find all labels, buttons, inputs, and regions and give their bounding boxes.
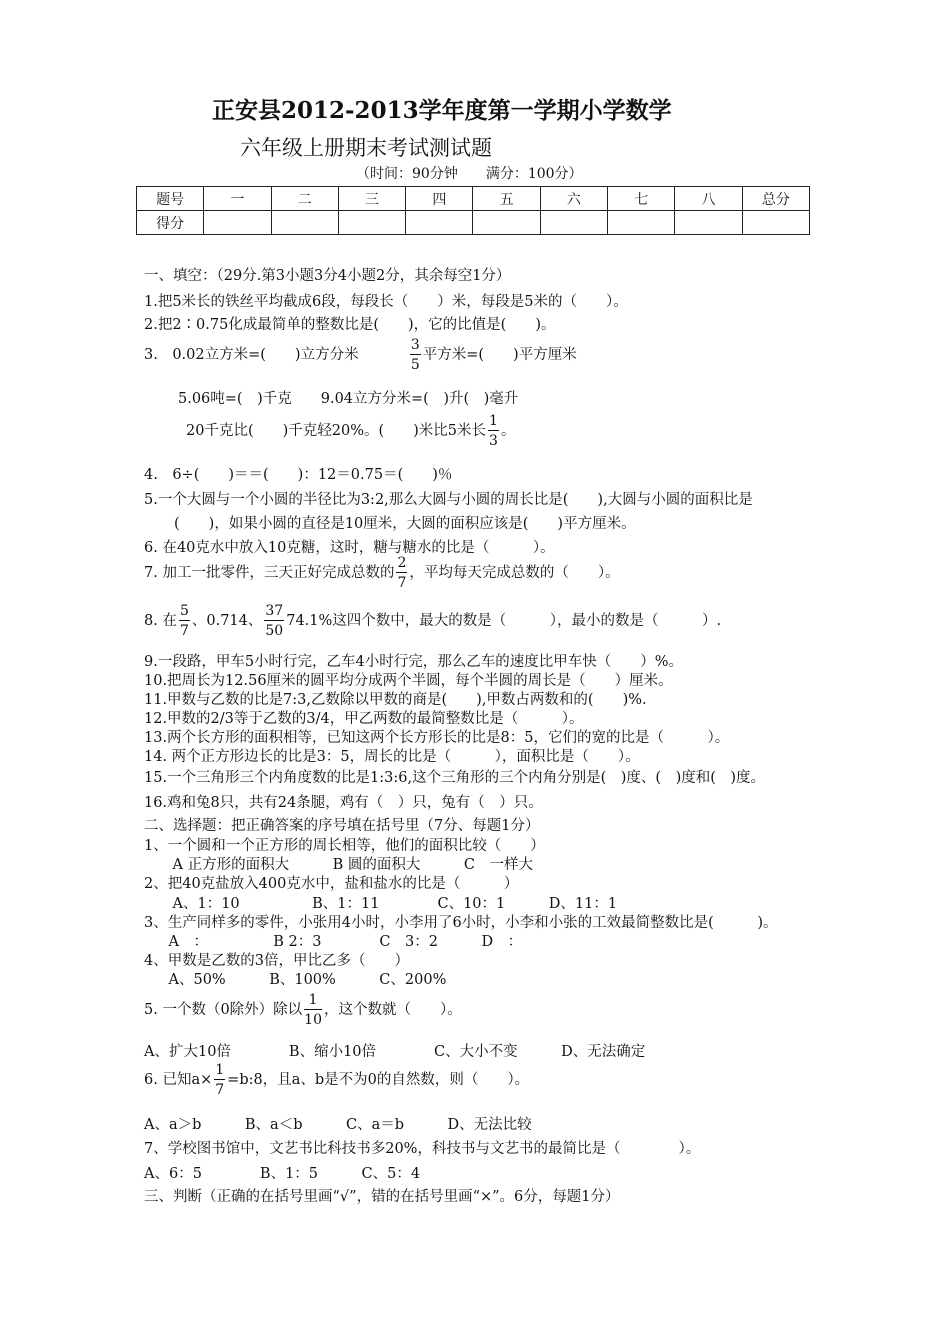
- question-line: 4、甲数是乙数的3倍，甲比乙多（ ）: [144, 953, 409, 969]
- fraction: $\frac{1}{10}$: [304, 992, 322, 1028]
- exam-time-score-info: （时间：90分钟 满分：100分）: [356, 166, 583, 182]
- score-table: [136, 186, 810, 235]
- answer-options: A、a＞b B、a＜b C、a＝b D、无法比较: [144, 1117, 532, 1133]
- question-line: [144, 1063, 529, 1097]
- question-line: 10.把周长为12.56厘米的圆平均分成两个半圆，每个半圆的周长是（ ）厘米。: [144, 673, 673, 689]
- question-line: 6. 在40克水中放入10克糖，这时，糖与糖水的比是（ ）。: [144, 540, 555, 556]
- score-table-cell: 三: [338, 187, 405, 211]
- question-line: ( )，如果小圆的直径是10厘米，大圆的面积应该是( )平方厘米。: [174, 516, 636, 532]
- score-input-cell[interactable]: [473, 211, 540, 235]
- score-table-cell: 题号: [137, 187, 204, 211]
- score-table-cell: 得分: [137, 211, 204, 235]
- score-table-score-row: [137, 211, 810, 235]
- answer-options: A、50% B、100% C、200%: [154, 972, 447, 988]
- question-line: [186, 414, 515, 448]
- question-line: 7、学校图书馆中，文艺书比科技书多20%，科技书与文艺书的最简比是（ ）。: [144, 1141, 701, 1157]
- answer-options: A、1：10 B、1：11 C、10：1 D、11：1: [158, 896, 618, 912]
- question-line: 1、一个圆和一个正方形的周长相等，他们的面积比较（ ）: [144, 838, 545, 854]
- question-line: 1.把5米长的铁丝平均截成6段，每段长（ ）米，每段是5米的（ ）。: [144, 294, 628, 310]
- section-heading: 一、填空：（29分.第3小题3分4小题2分，其余每空1分）: [144, 268, 511, 284]
- question-line: 2、把40克盐放入400克水中，盐和盐水的比是（ ）: [144, 876, 519, 892]
- question-line: 12.甲数的2/3等于乙数的3/4，甲乙两数的最简整数比是（ ）。: [144, 711, 584, 727]
- question-text: 74.1%这四个数中，最大的数是（ ），最小的数是（ ）.: [286, 613, 722, 629]
- question-line: [144, 604, 721, 638]
- question-line: 2.把2∶0.75化成最简单的整数比是( )，它的比值是( )。: [144, 317, 556, 333]
- fraction: $\frac{3}{5}$: [410, 337, 420, 373]
- score-input-cell[interactable]: [406, 211, 473, 235]
- fraction: $\frac{1}{7}$: [215, 1062, 225, 1098]
- score-table-cell: 七: [608, 187, 675, 211]
- exam-subtitle: 六年级上册期末考试测试题: [240, 136, 492, 160]
- question-text: ，平均每天完成总数的（ ）。: [409, 565, 620, 581]
- question-line: 5.06吨=( )千克 9.04立方分米=( )升( )毫升: [178, 391, 519, 407]
- score-table-cell: 八: [675, 187, 742, 211]
- question-line: [144, 338, 577, 372]
- score-table-cell: 一: [204, 187, 271, 211]
- question-line: 16.鸡和兔8只，共有24条腿，鸡有（ ）只，兔有（ ）只。: [144, 795, 543, 811]
- question-text: 平方米=( )平方厘米: [422, 347, 577, 363]
- question-text: 6. 已知a×: [144, 1072, 213, 1088]
- question-line: 15.一个三角形三个内角度数的比是1:3:6,这个三角形的三个内角分别是( )度、( )度和( )度。: [144, 770, 766, 786]
- fraction: $\frac{37}{50}$: [265, 603, 284, 639]
- answer-options: A、扩大10倍 B、缩小10倍 C、大小不变 D、无法确定: [144, 1044, 646, 1060]
- score-input-cell[interactable]: [271, 211, 338, 235]
- answer-options: A 正方形的面积大 B 圆的面积大 C 一样大: [158, 857, 533, 873]
- question-text: =b:8，且a、b是不为0的自然数，则（ ）。: [227, 1072, 530, 1088]
- question-text: 。: [500, 423, 516, 439]
- score-table-header-row: [137, 187, 810, 211]
- score-input-cell[interactable]: [742, 211, 809, 235]
- question-line: 11.甲数与乙数的比是7:3,乙数除以甲数的商是( ),甲数占两数和的( )%.: [144, 692, 647, 708]
- score-input-cell[interactable]: [675, 211, 742, 235]
- score-input-cell[interactable]: [608, 211, 675, 235]
- score-table-cell: 二: [271, 187, 338, 211]
- question-line: 9.一段路，甲车5小时行完，乙车4小时行完，那么乙车的速度比甲车快（ ）%。: [144, 654, 684, 670]
- score-input-cell[interactable]: [540, 211, 607, 235]
- question-line: [144, 993, 462, 1027]
- question-line: 13.两个长方形的面积相等，已知这两个长方形长的比是8：5，它们的宽的比是（ ）。: [144, 730, 730, 746]
- score-table-cell: 六: [540, 187, 607, 211]
- exam-title: 正安县2012-2013学年度第一学期小学数学: [212, 97, 672, 124]
- score-table-cell: 总分: [742, 187, 809, 211]
- question-text: ，这个数就（ ）。: [324, 1002, 462, 1018]
- question-text: 、0.714、: [191, 613, 263, 629]
- question-text: 5. 一个数（0除外）除以: [144, 1002, 303, 1018]
- question-text: 3. 0.02立方米=( )立方分米: [144, 347, 359, 363]
- answer-options: A、6：5 B、1：5 C、5：4: [144, 1166, 421, 1182]
- question-text: 7. 加工一批零件，三天正好完成总数的: [144, 565, 395, 581]
- question-line: 14. 两个正方形边长的比是3：5，周长的比是（ ），面积比是（ ）。: [144, 749, 640, 765]
- score-input-cell[interactable]: [338, 211, 405, 235]
- fraction: $\frac{2}{7}$: [397, 555, 407, 591]
- score-table-cell: 五: [473, 187, 540, 211]
- section-heading: 三、判断（正确的在括号里画“√”，错的在括号里画“×”。6分，每题1分）: [144, 1189, 620, 1205]
- question-line: 5.一个大圆与一个小圆的半径比为3:2,那么大圆与小圆的周长比是( ),大圆与小圆的面积比是: [144, 492, 753, 508]
- question-line: 4. 6÷( )＝＝( )：12＝0.75＝( )％: [144, 467, 453, 483]
- answer-options: A ： B 2：3 C 3：2 D ：: [154, 934, 523, 950]
- question-line: [144, 556, 620, 590]
- question-text: 8. 在: [144, 613, 177, 629]
- section-heading: 二、选择题：把正确答案的序号填在括号里（7分、每题1分）: [144, 818, 540, 834]
- score-table-cell: 四: [406, 187, 473, 211]
- fraction: $\frac{5}{7}$: [179, 603, 189, 639]
- fraction: $\frac{1}{3}$: [489, 413, 498, 449]
- question-line: 3、生产同样多的零件，小张用4小时，小李用了6小时，小李和小张的工效最简整数比是( )。: [144, 915, 778, 931]
- question-text: 20千克比( )千克轻20%。( )米比5米长: [186, 423, 487, 439]
- score-input-cell[interactable]: [204, 211, 271, 235]
